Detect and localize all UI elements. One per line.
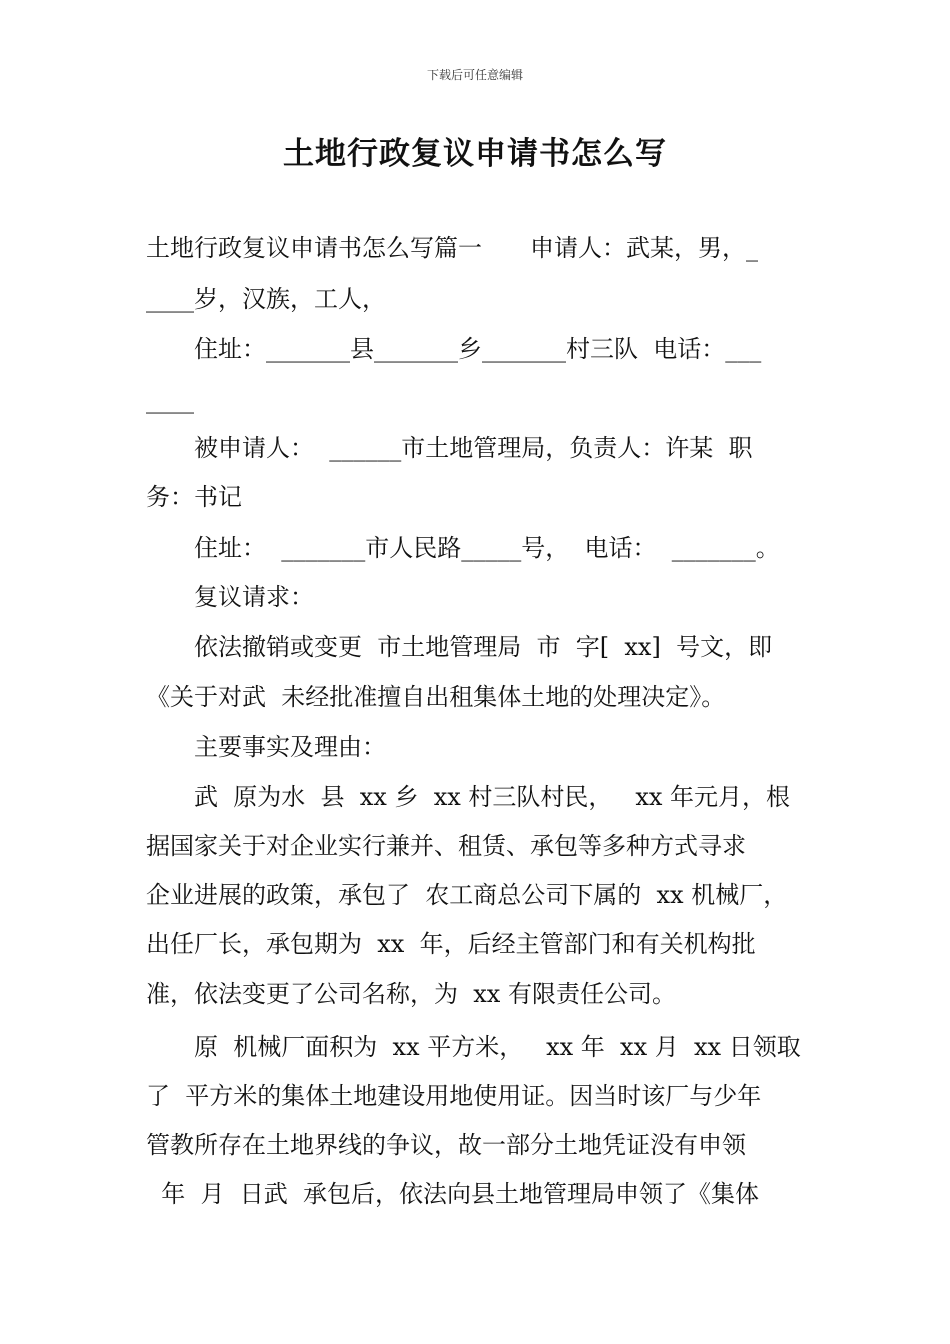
text-line: 住址： _______市人民路_____号， 电话： _______。 bbox=[146, 534, 780, 562]
text-line: 原 机械厂面积为 xx 平方米， xx 年 xx 月 xx 日领取 bbox=[146, 1033, 801, 1061]
document-title: 土地行政复议申请书怎么写 bbox=[283, 136, 667, 172]
text-line: 《关于对武 未经批准擅自出租集体土地的处理决定》。 bbox=[146, 683, 726, 711]
text-line: 土地行政复议申请书怎么写篇一 申请人：武某，男，_ bbox=[146, 234, 758, 262]
text-line: 准，依法变更了公司名称，为 xx 有限责任公司。 bbox=[146, 980, 676, 1008]
text-line: 年 月 日武 承包后，依法向县土地管理局申领了《集体 bbox=[146, 1180, 760, 1208]
text-line: 复议请求： bbox=[146, 583, 314, 611]
text-line: 武 原为水 县 xx 乡 xx 村三队村民， xx 年元月，根 bbox=[146, 783, 791, 811]
text-line: 住址：_______县_______乡_______村三队 电话：___ bbox=[146, 335, 762, 363]
page-header-note: 下载后可任意编辑 bbox=[426, 68, 523, 82]
text-line: 企业进展的政策，承包了 农工商总公司下属的 xx 机械厂， bbox=[146, 881, 788, 909]
text-line: 出任厂长，承包期为 xx 年，后经主管部门和有关机构批 bbox=[146, 930, 756, 958]
text-line: 务：书记 bbox=[146, 483, 242, 511]
text-line: 主要事实及理由： bbox=[146, 733, 386, 761]
text-line: 被申请人： ______市土地管理局，负责人：许某 职 bbox=[146, 434, 753, 462]
text-line: ____岁，汉族，工人， bbox=[146, 285, 386, 313]
text-line: 据国家关于对企业实行兼并、租赁、承包等多种方式寻求 bbox=[146, 832, 746, 860]
text-line: ____ bbox=[146, 386, 194, 414]
text-line: 依法撤销或变更 市土地管理局 市 字[ xx] 号文，即 bbox=[146, 633, 773, 661]
text-line: 管教所存在土地界线的争议，故一部分土地凭证没有申领 bbox=[146, 1131, 746, 1159]
text-line: 了 平方米的集体土地建设用地使用证。因当时该厂与少年 bbox=[146, 1082, 762, 1110]
